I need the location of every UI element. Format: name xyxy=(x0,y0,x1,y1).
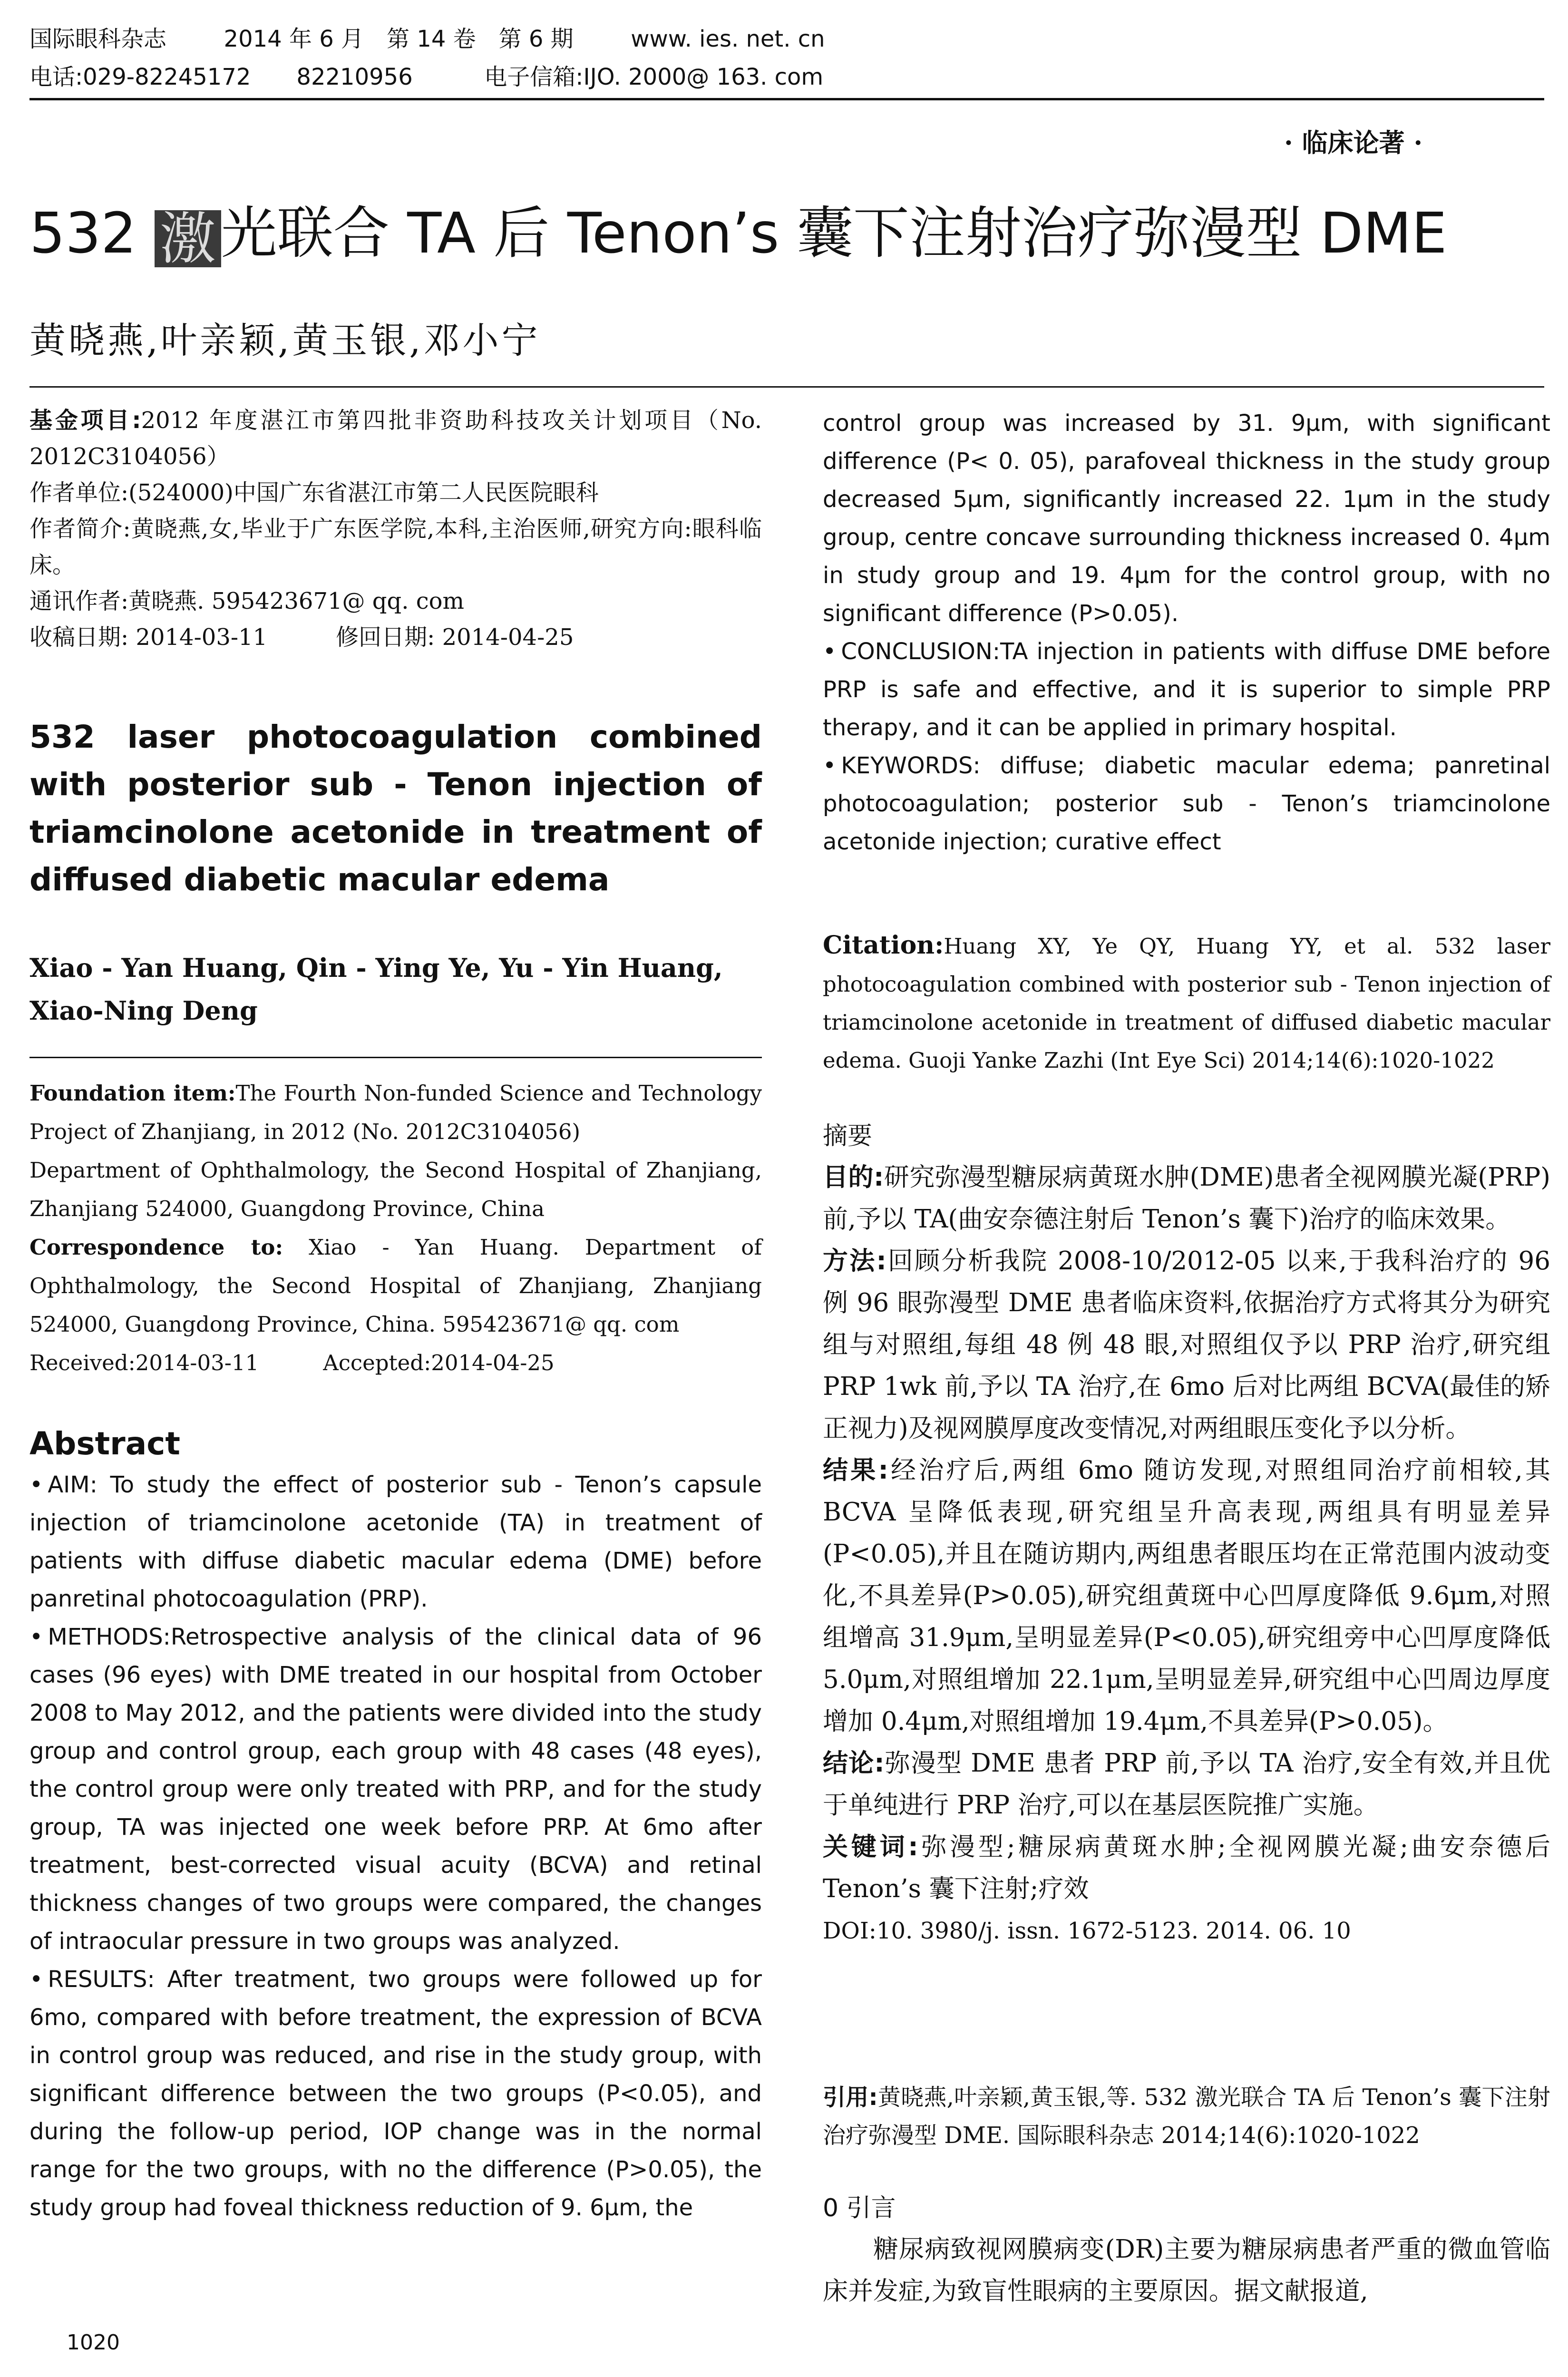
cn-abstract-results: 结果:经治疗后,两组 6mo 随访发现,对照组同治疗前相较,其 BCVA 呈降低表现,研究组呈升高表现,两组具有明显差异(P<0.05),并且在随访期内,两组患者眼压均在正常范围内波动变化,不具差异(P>0.05),研究组黄斑中心凹厚度降低 9.6μm,对照组增高 31.9μm,呈明显差异(P<0.05),研究组旁中心凹厚度降低 5.0μm,对照组增加 22.1μm,呈明显差异,研究组中心凹周边厚度增加 0.4μm,对照组增加 19.4μm,不具差异(P>0.05)。 xyxy=(823,1456,1550,1736)
journal-email: 电子信箱:IJO. 2000@ 163. com xyxy=(484,64,824,90)
abstract-conclusion: • CONCLUSION:TA injection in patients with diffuse DME before PRP is safe and effective, and it is superior to simple PRP therapy, and it can be applied in primary hospital. xyxy=(823,638,1550,741)
title-prefix: 532 xyxy=(29,200,137,266)
en-authors-rule xyxy=(29,1057,762,1058)
abstract-keywords: • KEYWORDS: diffuse; diabetic macular edema; panretinal photocoagulation; posterior sub - Tenon’s triamcinolone acetonide injection; curative effect xyxy=(823,752,1550,855)
en-foundation-item: Foundation item:The Fourth Non-funded Science and Technology Project of Zhanjiang, in 2012 (No. 2012C3104056) xyxy=(29,1081,762,1144)
en-affiliation: Department of Ophthalmology, the Second Hospital of Zhanjiang, Zhanjiang 524000, Guangdong Province, China xyxy=(29,1158,762,1221)
journal-header-line1 xyxy=(29,25,825,53)
cn-abstract-block xyxy=(823,1116,1550,1952)
journal-issue: 2014 年 6 月 第 14 卷 第 6 期 xyxy=(224,26,574,52)
journal-name: 国际眼科杂志 xyxy=(29,26,167,52)
cn-meta-block xyxy=(29,402,762,655)
abstract-block xyxy=(29,1422,762,2227)
abstract-results: • RESULTS: After treatment, two groups were followed up for 6mo, compared with before treatment, the expression of BCVA in control group was reduced, and rise in the study group, with significant difference between the two groups (P<0.05), and during the follow-up period, IOP change was in the normal range for the two groups, with no the difference (P>0.05), the study group had foveal thickness reduction of 9. 6μm, the xyxy=(29,1966,762,2221)
section-label: · 临床论著 · xyxy=(1284,127,1423,158)
cn-meta-foundation: 基金项目:2012 年度湛江市第四批非资助科技攻关计划项目（No. 2012C3104056） xyxy=(29,407,762,470)
citation-en: Citation:Huang XY, Ye QY, Huang YY, et al. 532 laser photocoagulation combined with posterior sub - Tenon injection of triamcinolone acetonide in treatment of diffused diabetic macular edema. Guoji Yanke Zazhi (Int Eye Sci) 2014;14(6):1020-1022 xyxy=(823,931,1550,1073)
journal-phone: 电话:029-82245172 82210956 xyxy=(29,64,413,90)
journal-header-line2 xyxy=(29,63,823,91)
en-title: 532 laser photocoagulation combined with posterior sub - Tenon injection of triamcinolone acetonide in treatment of diffused diabetic macular edema xyxy=(29,719,762,898)
intro-text: 糖尿病致视网膜病变(DR)主要为糖尿病患者严重的微血管临床并发症,为致盲性眼病的主要原因。据文献报道, xyxy=(823,2235,1550,2306)
abstract-continued xyxy=(823,404,1550,861)
header-rule xyxy=(29,98,1544,100)
cn-authors: 黄晓燕,叶亲颖,黄玉银,邓小宁 xyxy=(29,319,541,361)
cn-abstract-keywords: 关键词:弥漫型;糖尿病黄斑水肿;全视网膜光凝;曲安奈德后 Tenon’s 囊下注射;疗效 xyxy=(823,1832,1550,1903)
cn-meta-affiliation: 作者单位:(524000)中国广东省湛江市第二人民医院眼科 xyxy=(29,479,599,506)
intro-heading: 0 引言 xyxy=(823,2194,896,2222)
abstract-aim: • AIM: To study the effect of posterior sub - Tenon’s capsule injection of triamcinolone acetonide (TA) in treatment of patients with diffuse diabetic macular edema (DME) before panretinal photocoagulation (PRP). xyxy=(29,1471,762,1612)
abstract-results-continued: control group was increased by 31. 9μm, with significant difference (P< 0. 05), parafoveal thickness in the study group decreased 5μm, significantly increased 22. 1μm in the study group, centre concave surrounding thickness increased 0. 4μm in study group and 19. 4μm for the control group, with no significant difference (P>0.05). xyxy=(823,410,1550,627)
cn-abstract-conclusion: 结论:弥漫型 DME 患者 PRP 前,予以 TA 治疗,安全有效,并且优于单纯进行 PRP 治疗,可以在基层医院推广实施。 xyxy=(823,1749,1551,1820)
en-received: Received:2014-03-11 Accepted:2014-04-25 xyxy=(29,1350,555,1375)
citation-cn: 引用:黄晓燕,叶亲颖,黄玉银,等. 532 激光联合 TA 后 Tenon’s 囊下注射治疗弥漫型 DME. 国际眼科杂志 2014;14(6):1020-1022 xyxy=(823,2084,1550,2149)
en-authors: Xiao - Yan Huang, Qin - Ying Ye, Yu - Yin Huang, Xiao-Ning Deng xyxy=(29,953,723,1026)
cn-abstract-methods: 方法:回顾分析我院 2008-10/2012-05 以来,于我科治疗的 96 例 96 眼弥漫型 DME 患者临床资料,依据治疗方式将其分为研究组与对照组,每组 48 例 48 眼,对照组仅予以 PRP 治疗,研究组 PRP 1wk 前,予以 TA 治疗,在 6mo 后对比两组 BCVA(最佳的矫正视力)及视网膜厚度改变情况,对两组眼压变化予以分析。 xyxy=(823,1247,1550,1443)
en-correspondence: Correspondence to: Xiao - Yan Huang. Department of Ophthalmology, the Second Hospital of Zhanjiang, Zhanjiang 524000, Guangdong Province, China. 595423671@ qq. com xyxy=(29,1235,762,1337)
cn-abstract-doi: DOI:10. 3980/j. issn. 1672-5123. 2014. 06. 10 xyxy=(823,1918,1351,1944)
journal-website: www. ies. net. cn xyxy=(631,26,825,52)
en-foundation-block xyxy=(29,1074,762,1382)
page-number: 1020 xyxy=(67,2330,120,2355)
title-stamp-char: 激 xyxy=(155,210,221,267)
cn-meta-dates: 收稿日期: 2014-03-11 修回日期: 2014-04-25 xyxy=(29,624,574,651)
abstract-methods: • METHODS:Retrospective analysis of the clinical data of 96 cases (96 eyes) with DME treated in our hospital from October 2008 to May 2012, and the patients were divided into the study group and control group, each group with 48 cases (48 eyes), the control group were only treated with PRP, and for the study group, TA was injected one week before PRP. At 6mo after treatment, best-corrected visual acuity (BCVA) and retinal thickness changes of two groups were compared, the changes of intraocular pressure in two groups was analyzed. xyxy=(29,1624,762,1955)
article-title xyxy=(29,200,1447,272)
cn-abstract-heading: 摘要 xyxy=(823,1122,873,1150)
abstract-heading: Abstract xyxy=(29,1425,180,1462)
cn-meta-correspondence: 通讯作者:黄晓燕. 595423671@ qq. com xyxy=(29,588,465,614)
intro-block xyxy=(823,2188,1550,2312)
title-rest: 光联合 TA 后 Tenon’s 囊下注射治疗弥漫型 DME xyxy=(221,200,1447,266)
cn-abstract-aim: 目的:研究弥漫型糖尿病黄斑水肿(DME)患者全视网膜光凝(PRP)前,予以 TA(曲安奈德注射后 Tenon’s 囊下)治疗的临床效果。 xyxy=(823,1163,1550,1234)
cn-meta-bio: 作者简介:黄晓燕,女,毕业于广东医学院,本科,主治医师,研究方向:眼科临床。 xyxy=(29,516,762,578)
authors-rule xyxy=(29,386,1544,388)
